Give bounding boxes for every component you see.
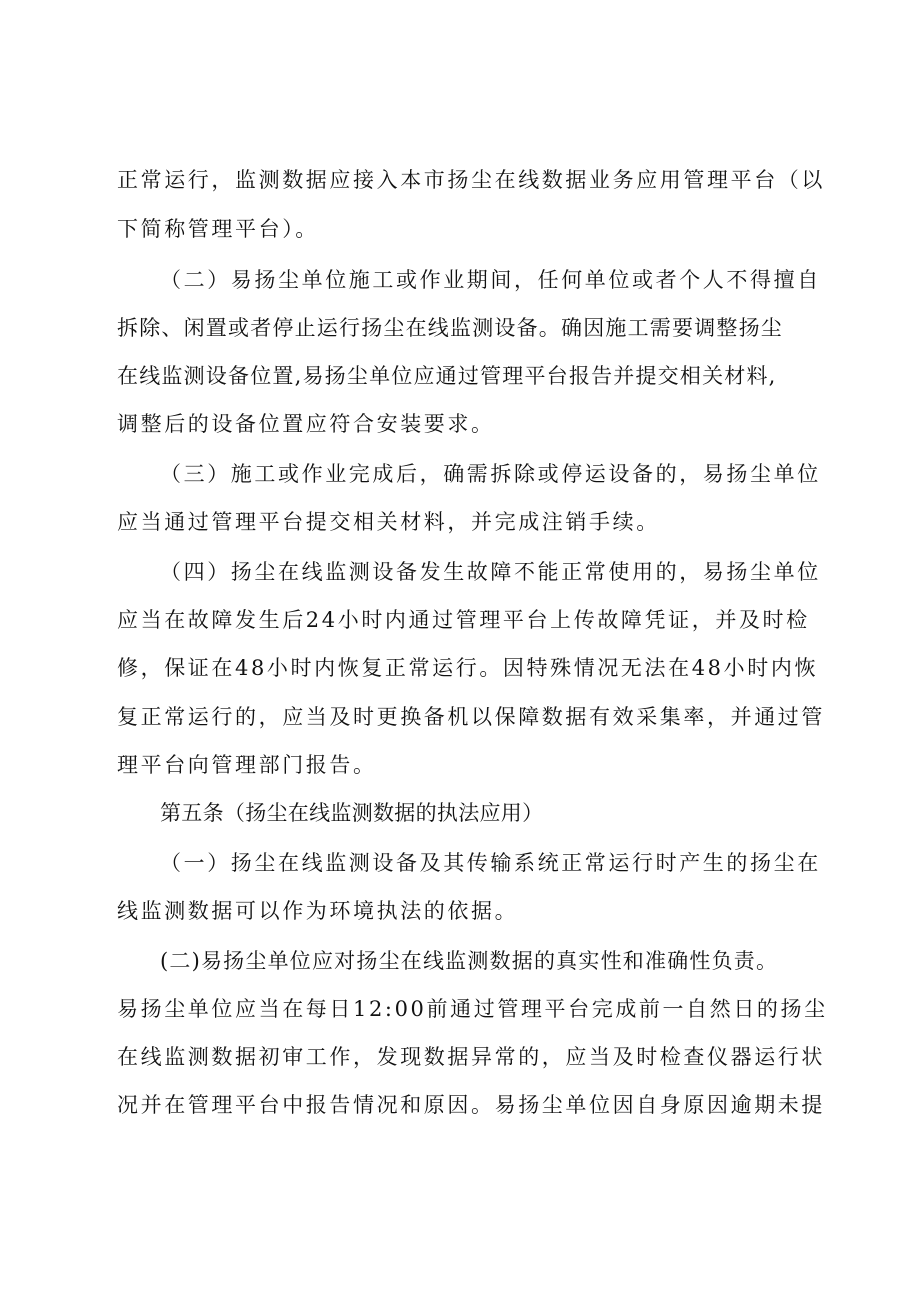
text-line: 应当通过管理平台提交相关材料，并完成注销手续。 <box>117 510 660 534</box>
text-line: 修，保证在48小时内恢复正常运行。因特殊情况无法在48小时内恢 <box>117 656 819 680</box>
text-line: 易扬尘单位应当在每日12:00前通过管理平台完成前一自然日的扬尘 <box>117 997 828 1021</box>
text-line: 复正常运行的，应当及时更换备机以保障数据有效采集率，并通过管 <box>117 705 825 729</box>
text-line: 正常运行，监测数据应接入本市扬尘在线数据业务应用管理平台（以 <box>117 168 825 192</box>
text-line: 下简称管理平台）。 <box>117 217 319 241</box>
text-line: 线监测数据可以作为环境执法的依据。 <box>117 899 519 923</box>
text-line: （四）扬尘在线监测设备发生故障不能正常使用的，易扬尘单位 <box>160 560 821 584</box>
article-heading: 第五条（扬尘在线监测数据的执法应用） <box>160 801 544 825</box>
text-line: （一）扬尘在线监测设备及其传输系统正常运行时产生的扬尘在 <box>160 851 821 875</box>
text-line: 况并在管理平台中报告情况和原因。易扬尘单位因自身原因逾期未提 <box>117 1093 825 1117</box>
text-line: 应当在故障发生后24小时内通过管理平台上传故障凭证，并及时检 <box>117 608 810 632</box>
text-line: （二）易扬尘单位施工或作业期间，任何单位或者个人不得擅自 <box>160 268 821 292</box>
text-line: 拆除、闲置或者停止运行扬尘在线监测设备。确因施工需要调整扬尘 <box>117 316 783 340</box>
text-line: 在线监测数据初审工作，发现数据异常的，应当及时检查仪器运行状 <box>117 1045 825 1069</box>
text-line: 调整后的设备位置应符合安装要求。 <box>117 412 495 436</box>
text-line: (二)易扬尘单位应对扬尘在线监测数据的真实性和准确性负责。 <box>160 949 779 973</box>
text-line: （三）施工或作业完成后，确需拆除或停运设备的，易扬尘单位 <box>160 462 821 486</box>
text-line: 理平台向管理部门报告。 <box>117 753 377 777</box>
text-line: 在线监测设备位置,易扬尘单位应通过管理平台报告并提交相关材料, <box>117 364 777 388</box>
